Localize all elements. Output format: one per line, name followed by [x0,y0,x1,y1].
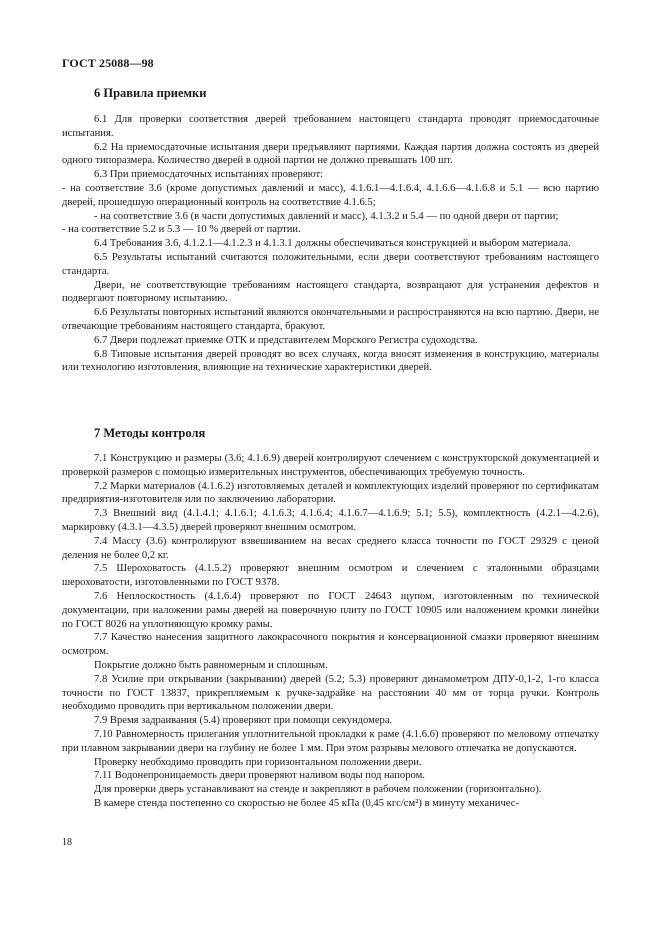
paragraph-7-1: 7.1 Конструкцию и размеры (3.6; 4.1.6.9) дверей контролируют слечением с конструкторской документацией и проверкой размеров с помощью измерительных инструментов, обеспечивающих требуемую точность. [62,453,599,478]
paragraph-7-11: 7.11 Водонепроницаемость двери проверяют наливом воды под напором. [94,770,425,782]
document-header: ГОСТ 25088—98 [62,56,154,70]
section-7-title: 7 Методы контроля [94,426,206,440]
list-item-6-3-c: - на соответствие 5.2 и 5.3 — 10 % дверей от партии. [62,224,301,236]
paragraph-7-11-b: Для проверки дверь устанавливают на стенде и закрепляют в рабочем положении (горизонтально). [94,784,542,796]
paragraph-6-6: 6.6 Результаты повторных испытаний являются окончательными и распространяются на всю партию. Двери, не отвечающие требованиям настоящего стандарта, бракуют. [62,307,599,332]
paragraph-6-4: 6.4 Требования 3.6, 4.1.2.1—4.1.2.3 и 4.1.3.1 должны обеспечиваться конструкцией и выбором материала. [94,238,571,250]
paragraph-7-5: 7.5 Шероховатость (4.1.5.2) проверяют внешним осмотром и слечением с эталонными образцами шероховатости, изготовленными по ГОСТ 9378. [62,563,599,589]
section-7-body [62,452,599,811]
paragraph-7-6: 7.6 Неплоскостность (4.1.6.4) проверяют по ГОСТ 24643 щупом, изготовленным по технической документации, при наложении рамы дверей на поверочную плиту по ГОСТ 10905 или наложением кромки линейки по ГОСТ 8026 на уплотняющую кромку рамы. [62,590,599,630]
paragraph-7-11-c: В камере стенда постепенно со скоростью не более 45 кПа (0,45 кгс/см²) в минуту механичес- [94,797,519,809]
paragraph-7-3: 7.3 Внешний вид (4.1.4.1; 4.1.6.1; 4.1.6.3; 4.1.6.4; 4.1.6.7—4.1.6.9; 5.1; 5.5), комплектность (4.2.1—4.2.6), маркировку (4.3.1—4.3.5) дверей проверяют внешним осмотром. [62,508,599,533]
paragraph-7-7: 7.7 Качество нанесения защитного лакокрасочного покрытия и консервационной смазки проверяют внешним осмотром. [62,632,599,658]
paragraph-7-10-b: Проверку необходимо проводить при горизонтальном положении двери. [94,756,422,768]
paragraph-6-7: 6.7 Двери подлежат приемке ОТК и представителем Морского Регистра судоходства. [94,334,478,346]
paragraph-7-2: 7.2 Марки материалов (4.1.6.2) изготовляемых деталей и комплектующих изделий проверяют по сертификатам предприятия-изготовителя или по заключению лаборатории. [62,480,599,506]
paragraph-7-4: 7.4 Массу (3.6) контролируют взвешиванием на весах среднего класса точности по ГОСТ 29329 с ценой деления не более 0,2 кг. [62,535,599,561]
paragraph-7-8: 7.8 Усилие при открывании (закрывании) дверей (5.2; 5.3) проверяют динамометром ДПУ-0,1-2, 1-го класса точности по ГОСТ 13837, прикрепляемым к ручке-задрайке на расстоянии 40 мм от торца ручки. Контроль необходимо проводить при вертикальном положении двери. [62,673,599,713]
paragraph-6-3: 6.3 При приемосдаточных испытаниях проверяют: [94,169,324,181]
paragraph-7-10: 7.10 Равномерность прилегания уплотнительной прокладки к раме (4.1.6.6) проверяют по меловому отпечатку при плавном закрывании двери на глубину не более 1 мм. При этом разрывы мелового отпечатка не допускаются. [62,728,599,754]
paragraph-6-2: 6.2 На приемосдаточные испытания двери предъявляют партиями. Каждая партия должна состоять из дверей одного типоразмера. Количество дверей в одной партии не должно превышать 100 шт. [62,141,599,167]
list-item-6-3-b: - на соответствие 3.6 (в части допустимых давлений и масс), 4.1.3.2 и 5.4 — по одной двери от партии; [94,210,559,222]
paragraph-6-5-b: Двери, не соответствующие требованиям настоящего стандарта, возвращают для устранения дефектов и подвергают повторному испытанию. [62,279,599,305]
paragraph-6-8: 6.8 Типовые испытания дверей проводят во всех случаях, когда вносят изменения в конструкцию, материалы или технологию изготовления, влияющие на технические характеристики дверей. [62,348,599,374]
page-number: 18 [62,837,72,848]
section-6-body [62,113,599,375]
paragraph-6-5: 6.5 Результаты испытаний считаются положительными, если двери соответствуют требованиям настоящего стандарта. [62,251,599,277]
paragraph-6-1: 6.1 Для проверки соответствия дверей требованием настоящего стандарта проводят приемосдаточные испытания. [62,114,599,139]
paragraph-7-7-b: Покрытие должно быть равномерным и сплошным. [94,659,328,671]
section-6-title: 6 Правила приемки [94,86,207,100]
list-item-6-3-a: - на соответствие 3.6 (кроме допустимых давлений и масс), 4.1.6.1—4.1.6.4, 4.1.6.6—4.1.6.8 и 5.1 — всю партию дверей, прошедшую операционный контроль на соответствие 4.1.6.5; [62,182,599,208]
paragraph-7-9: 7.9 Время задраивания (5.4) проверяют при помощи секундомера. [94,715,393,727]
